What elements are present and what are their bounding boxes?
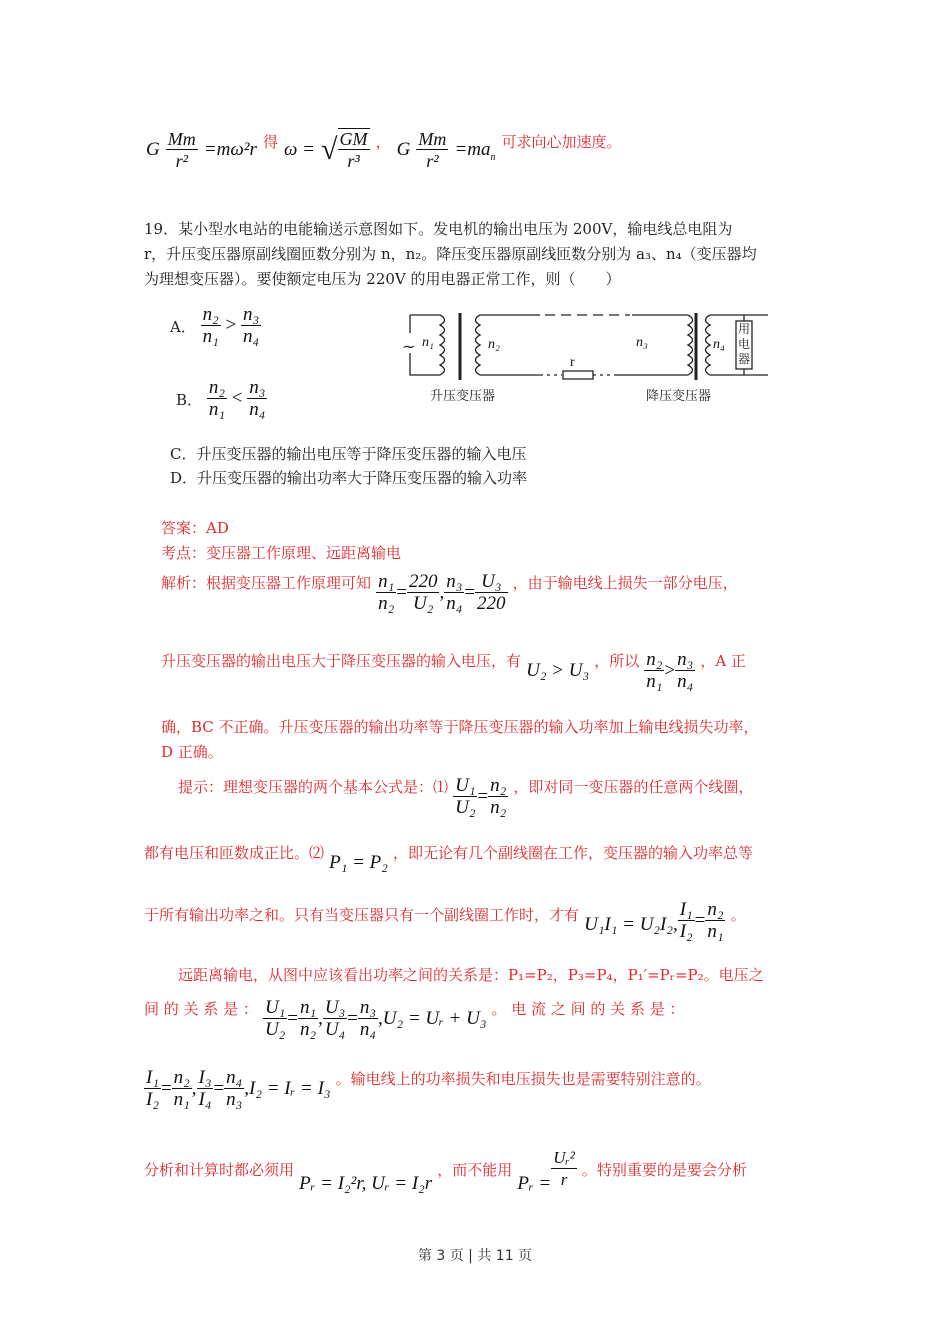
hint-line-3: 于所有输出功率之和。只有当变压器只有一个副线圈工作时，才有 U₁I₁ = U₂I₂, $\frac{\text{I₁}}{\text{I₂}}$ = $\frac{\text{n₂}}{\text{n₁}}$ 。 <box>144 899 746 942</box>
label-n4: n₄ <box>713 337 725 352</box>
analysis-line-4: D 正确。 <box>161 743 223 761</box>
label-r: r <box>570 355 575 370</box>
fraction: $\frac{\text{n₂}}{\text{n₁}}$ <box>208 377 225 420</box>
question-line-3: 为理想变压器）。要使额定电压为 220V 的用电器正常工作，则（ ） <box>144 270 621 288</box>
option-b <box>176 378 267 421</box>
fraction: $\frac{\text{n₂}}{\text{n₂}}$ <box>490 775 507 818</box>
option-text: 升压变压器的输出功率大于降压变压器的输入功率 <box>197 469 528 487</box>
sqrt-icon: √ <box>321 133 338 166</box>
sqrt-fraction <box>338 128 370 172</box>
fraction: $\frac{\text{n₃}}{\text{n₄}}$ <box>249 377 266 420</box>
fraction: $\frac{\text{I₁}}{\text{I₂}}$ <box>679 899 693 942</box>
step-down-label: 降压变压器 <box>646 389 712 404</box>
fraction: $\frac{\text{n₄}}{\text{n₃}}$ <box>226 1067 243 1110</box>
operator: > <box>225 314 237 336</box>
fraction: $\frac{\text{n₂}}{\text{n₁}}$ <box>202 304 219 347</box>
inequality: U₂ > U₃ <box>526 660 590 681</box>
option-label: A． <box>170 318 196 336</box>
fraction: $\frac{\text{n₃}}{\text{n₄}}$ <box>359 997 376 1040</box>
question-line-1: 19．某小型水电站的电能输送示意图如下。发电机的输出电压为 200V，输电线总电阻为 <box>144 220 733 238</box>
fraction <box>166 129 198 172</box>
hint-line-5: 间 的 关 系 是 ： $\frac{\text{U₁}}{\text{U₂}}$ = $\frac{\text{n₁}}{\text{n₂}}$ , $\frac{\text{U₃}}{\text{U₄}}$ = $\frac{\text{n₃}}{\text{n₄}}$ ,U₂ = Uᵣ + U₃ 。 电 流 之 间 的 关 系 是 ： <box>144 997 685 1040</box>
fraction: $\frac{\text{n₃}}{\text{n₄}}$ <box>243 304 260 347</box>
subscript: n <box>490 151 496 163</box>
option-label: C． <box>170 445 197 463</box>
answer-line: 答案：AD <box>161 519 229 537</box>
fraction: $\frac{\text{n₃}}{\text{n₄}}$ <box>677 649 694 692</box>
analysis-line-2: 升压变压器的输出电压大于降压变压器的输入电压，有 U₂ > U₃ ，所以 $\frac{\text{n₂}}{\text{n₁}}$ > $\frac{\text{n₃}}{\text{n₄}}$ ，A 正 <box>161 649 746 692</box>
step-up-label: 升压变压器 <box>430 389 496 404</box>
numerator: GM <box>339 129 368 149</box>
fraction: $\frac{\text{U₁}}{\text{U₂}}$ <box>455 775 476 818</box>
denominator: r² <box>426 150 439 171</box>
hint-line-2: 都有电压和匝数成正比。⑵ P₁ = P₂ ，即无论有几个副线圈在工作，变压器的输入功率总等 <box>144 844 753 873</box>
formula-G: G <box>146 139 160 160</box>
transmission-diagram <box>400 305 772 405</box>
fraction: $\frac{\text{I₁}}{\text{I₂}}$ <box>146 1067 159 1110</box>
label-n1: n₁ <box>422 335 434 350</box>
question-line-2: r，升压变压器原副线圈匝数分别为 n，n₂。降压变压器原副线匝数分别为 a₃、n₄（变压器均 <box>144 245 757 263</box>
fraction: $\frac{220}{\text{U₂}}$ <box>408 571 438 614</box>
denominator: r² <box>175 150 188 171</box>
omega-lhs: ω = <box>284 139 315 160</box>
option-c <box>170 443 527 464</box>
fraction: $\frac{\text{n₂}}{\text{n₁}}$ <box>646 649 663 692</box>
formula-G: G <box>396 139 411 160</box>
fraction: $\frac{\text{I₃}}{\text{I₄}}$ <box>198 1067 212 1110</box>
option-label: B． <box>176 391 203 409</box>
fraction <box>416 129 448 172</box>
comma: ， <box>375 133 391 151</box>
analysis-line-1: 解析：根据变压器工作原理可知 $\frac{\text{n₁}}{\text{n₂}}$ = $\frac{220}{\text{U₂}}$ , $\frac{\text{n₃}}{\text{n₄}}$ = $\frac{\text{U₃}}{220}$ ，由于输电线上损失一部分电压， <box>161 571 738 614</box>
analysis-line-3: 确，BC 不正确。升压变压器的输出功率等于降压变压器的输入功率加上输电线损失功率， <box>161 718 759 736</box>
fraction: $\frac{\text{U₃}}{\text{U₄}}$ <box>324 997 346 1040</box>
operator: < <box>231 387 243 409</box>
fraction: $\frac{\text{U₁}}{\text{U₂}}$ <box>264 997 286 1040</box>
denominator: r³ <box>347 151 360 171</box>
fraction: $\frac{\text{n₃}}{\text{n₄}}$ <box>446 571 463 614</box>
load-label: 用电器 <box>738 322 751 366</box>
hint-line-1: 提示：理想变压器的两个基本公式是：⑴ $\frac{\text{U₁}}{\text{U₂}}$ = $\frac{\text{n₂}}{\text{n₂}}$ ，即对同一变压器的任意两个线圈， <box>178 775 754 818</box>
formula: P₁ = P₂ <box>329 852 388 873</box>
option-d <box>170 467 527 488</box>
formula: U₁I₁ = U₂I₂, <box>584 914 678 935</box>
topic-line: 考点：变压器工作原理、远距离输电 <box>161 544 402 562</box>
fraction: $\frac{\text{U₃}}{220}$ <box>477 571 506 614</box>
numerator: Mm <box>418 128 447 149</box>
fraction: $\frac{\text{Uᵣ²}}{r}$ <box>553 1148 575 1189</box>
hint-line-7: 分析和计算时都必须用 Pᵣ = I₂²r, Uᵣ = I₂r ，而不能用 Pᵣ = $\frac{\text{Uᵣ²}}{r}$ 。特别重要的是要会分析 <box>144 1148 747 1194</box>
fraction: $\frac{\text{n₁}}{\text{n₂}}$ <box>299 997 317 1040</box>
label-n2: n₂ <box>488 337 500 352</box>
formula: Pᵣ = I₂²r, Uᵣ = I₂r <box>299 1173 433 1194</box>
option-text: 升压变压器的输出电压等于降压变压器的输入电压 <box>196 445 527 463</box>
formula-rhs: =ma <box>454 139 491 160</box>
option-label: D． <box>170 469 198 487</box>
top-formula <box>146 128 622 172</box>
ac-source-icon: ~ <box>402 337 416 356</box>
fraction: $\frac{\text{n₂}}{\text{n₁}}$ <box>707 899 724 942</box>
fraction: $\frac{\text{n₂}}{\text{n₁}}$ <box>173 1067 190 1110</box>
hint-line-4: 远距离输电，从图中应该看出功率之间的关系是：P₁=P₂，P₃=P₄，P₁′=Pᵣ=P₂。电压之 <box>178 966 764 984</box>
formula-rhs: =mω²r <box>203 139 257 160</box>
page-footer: 第 3 页 | 共 11 页 <box>417 1248 533 1264</box>
text-tail: 可求向心加速度。 <box>501 133 622 151</box>
text-de: 得 <box>262 133 278 151</box>
fraction: $\frac{\text{n₁}}{\text{n₂}}$ <box>378 571 395 614</box>
hint-line-6: $\frac{\text{I₁}}{\text{I₂}}$ = $\frac{\text{n₂}}{\text{n₁}}$ , $\frac{\text{I₃}}{\text{I₄}}$ = $\frac{\text{n₄}}{\text{n₃}}$ ,I₂ = Iᵣ = I₃ 。输电线上的功率损失和电压损失也是需要特别注意的。 <box>146 1067 711 1110</box>
option-a <box>170 305 261 348</box>
label-n3: n₃ <box>636 335 648 350</box>
numerator: Mm <box>167 128 196 149</box>
